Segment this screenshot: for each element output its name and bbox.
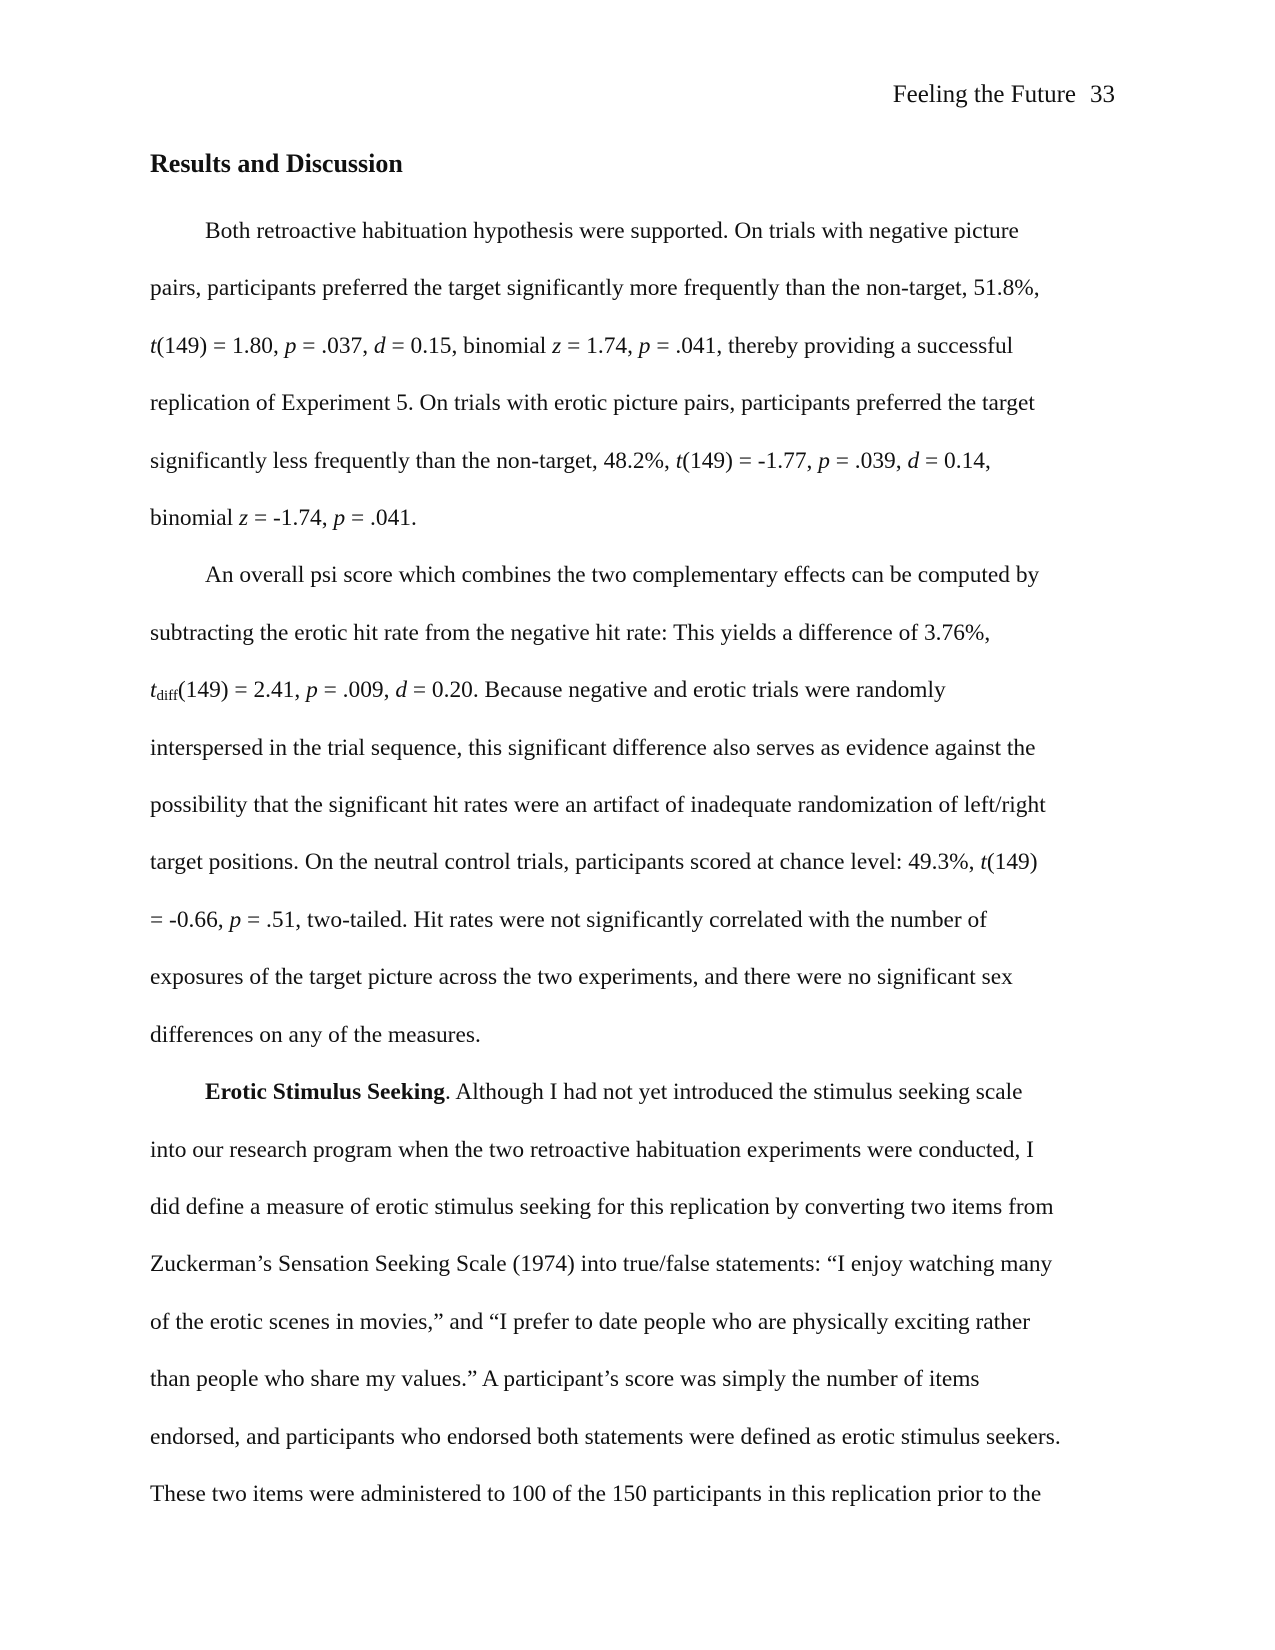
- text-line: replication of Experiment 5. On trials with erotic picture pairs, participants preferred the target: [150, 390, 1035, 417]
- paragraph-psi-score: [150, 547, 1130, 1064]
- text-line: = -0.66, p = .51, two-tailed. Hit rates were not significantly correlated with the number of: [150, 906, 988, 933]
- text-line: possibility that the significant hit rates were an artifact of inadequate randomization of left/right: [150, 792, 1046, 819]
- text-line: than people who share my values.” A participant’s score was simply the number of items: [150, 1366, 980, 1393]
- paragraph-habituation-results: [150, 203, 1130, 547]
- paragraph-erotic-stimulus-seeking: [150, 1064, 1130, 1523]
- text-line: did define a measure of erotic stimulus seeking for this replication by converting two items from: [150, 1193, 1054, 1220]
- page-number: 33: [1090, 81, 1115, 108]
- section-heading: Results and Discussion: [150, 149, 403, 178]
- text-line: $t_{diff}(149) = 2.41$, p = .009, d = 0.20. Because negative and erotic trials were randomly: [150, 677, 946, 705]
- run-in-heading: Erotic Stimulus Seeking: [205, 1079, 446, 1106]
- document-body: [150, 203, 1130, 1523]
- text-line: t(149) = 1.80, p = .037, d = 0.15, binomial z = 1.74, p = .041, thereby providing a successful: [150, 332, 1014, 359]
- running-title: Feeling the Future: [892, 81, 1076, 108]
- text-line: binomial z = -1.74, p = .041.: [150, 505, 417, 532]
- text-line: of the erotic scenes in movies,” and “I prefer to date people who are physically exciting rather: [150, 1308, 1031, 1335]
- text-line: exposures of the target picture across the two experiments, and there were no significant sex: [150, 964, 1013, 991]
- text-line: differences on any of the measures.: [150, 1021, 481, 1048]
- text-line: significantly less frequently than the non-target, 48.2%, t(149) = -1.77, p = .039, d = 0.14,: [150, 447, 991, 474]
- text-line: Zuckerman’s Sensation Seeking Scale (1974) into true/false statements: “I enjoy watching many: [150, 1251, 1053, 1278]
- text-line: These two items were administered to 100 of the 150 participants in this replication prior to the: [150, 1480, 1042, 1507]
- text-line: pairs, participants preferred the target significantly more frequently than the non-target, 51.8%,: [150, 275, 1040, 302]
- text-line: Both retroactive habituation hypothesis were supported. On trials with negative picture: [205, 218, 1019, 244]
- text-line: into our research program when the two retroactive habituation experiments were conducted, I: [150, 1136, 1034, 1163]
- text-line: target positions. On the neutral control trials, participants scored at chance level: 49.3%, t(149): [150, 849, 1038, 876]
- text-line: endorsed, and participants who endorsed both statements were defined as erotic stimulus seekers.: [150, 1423, 1061, 1450]
- text-line: subtracting the erotic hit rate from the negative hit rate: This yields a difference of 3.76%,: [150, 619, 991, 646]
- running-head: [893, 80, 1115, 110]
- text-line: . Although I had not yet introduced the stimulus seeking scale: [445, 1079, 1023, 1106]
- text-line: interspersed in the trial sequence, this significant difference also serves as evidence against the: [150, 734, 1036, 761]
- text-line: An overall psi score which combines the two complementary effects can be computed by: [205, 562, 1040, 589]
